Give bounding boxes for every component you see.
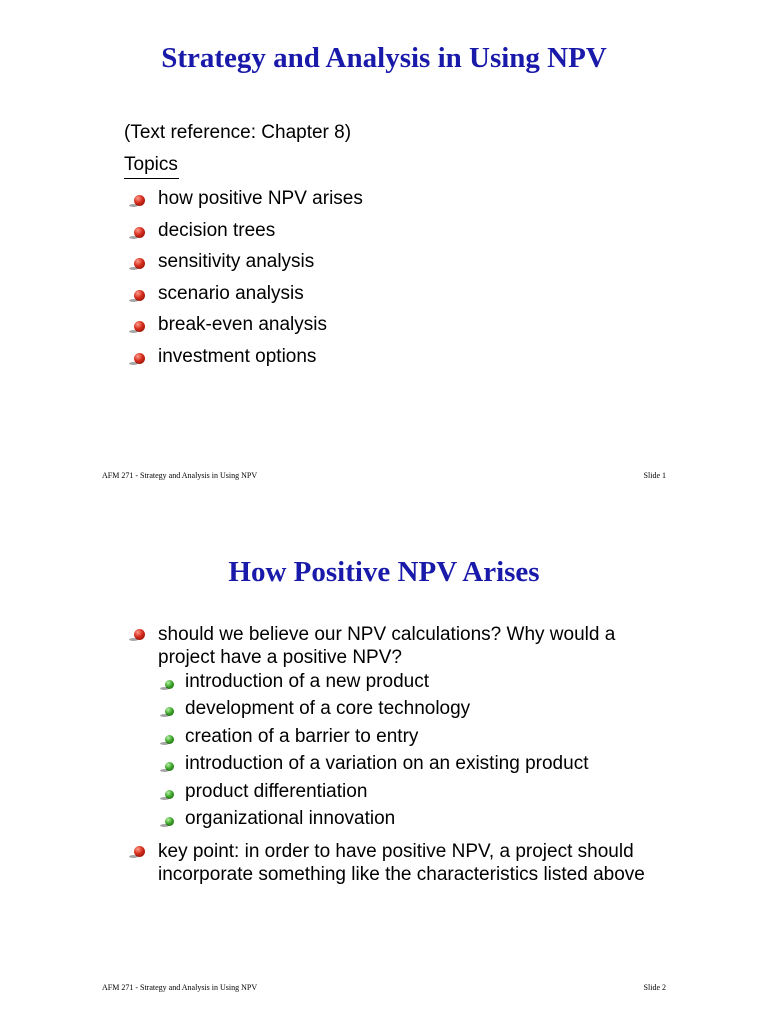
sub-point: [185, 780, 658, 807]
slide-2-footer-number: Slide 2: [643, 983, 666, 992]
green-bullet-icon: [165, 790, 174, 799]
topic-label: decision trees: [158, 219, 276, 241]
sub-point-text: product differentiation: [185, 780, 368, 802]
topics-list: [158, 187, 363, 376]
topics-heading: Topics: [124, 153, 179, 179]
sub-point: [185, 697, 658, 724]
slide-1-footer-course: AFM 271 - Strategy and Analysis in Using NPV: [102, 471, 258, 480]
main-point: [158, 623, 658, 834]
sub-point-text: introduction of a new product: [185, 671, 429, 692]
green-bullet-icon: [165, 680, 174, 689]
sub-point: [185, 725, 658, 752]
red-bullet-icon: [134, 258, 145, 269]
text-reference: (Text reference: Chapter 8): [124, 122, 352, 143]
main-point-text: should we believe our NPV calculations? Why would a project have a positive NPV?: [158, 624, 616, 668]
slide-2: [0, 512, 768, 1024]
npv-sources-list: [158, 670, 658, 834]
red-bullet-icon: [134, 846, 145, 857]
topic-label: break-even analysis: [158, 314, 327, 335]
green-bullet-icon: [165, 762, 174, 771]
sub-point-text: organizational innovation: [185, 807, 396, 829]
topic-label: sensitivity analysis: [158, 251, 315, 272]
slide-1-footer-number: Slide 1: [643, 471, 666, 480]
main-point-text: key point: in order to have positive NPV, a project should incorporate something like the characteristics listed above: [158, 841, 645, 886]
green-bullet-icon: [165, 707, 174, 716]
red-bullet-icon: [134, 290, 145, 301]
topic-label: how positive NPV arises: [158, 188, 363, 209]
red-bullet-icon: [134, 227, 145, 238]
topic-item: [158, 250, 363, 282]
topic-label: investment options: [158, 345, 317, 367]
main-point: [158, 840, 658, 886]
topic-item: [158, 313, 363, 345]
sub-point: [185, 752, 658, 779]
red-bullet-icon: [134, 629, 145, 640]
green-bullet-icon: [165, 735, 174, 744]
sub-point: [185, 670, 658, 697]
topic-label: scenario analysis: [158, 282, 304, 304]
topic-item: [158, 345, 363, 377]
red-bullet-icon: [134, 195, 145, 206]
red-bullet-icon: [134, 321, 145, 332]
main-points-list: [158, 623, 658, 892]
sub-point: [185, 807, 658, 834]
slide-2-footer-course: AFM 271 - Strategy and Analysis in Using NPV: [102, 983, 258, 992]
sub-point-text: development of a core technology: [185, 698, 471, 720]
slide-1-title: Strategy and Analysis in Using NPV: [161, 42, 607, 74]
slide-2-title: How Positive NPV Arises: [228, 556, 540, 588]
green-bullet-icon: [165, 817, 174, 826]
topic-item: [158, 219, 363, 251]
red-bullet-icon: [134, 353, 145, 364]
sub-point-text: introduction of a variation on an existing product: [185, 753, 589, 775]
sub-point-text: creation of a barrier to entry: [185, 725, 419, 747]
topic-item: [158, 187, 363, 219]
topic-item: [158, 282, 363, 314]
